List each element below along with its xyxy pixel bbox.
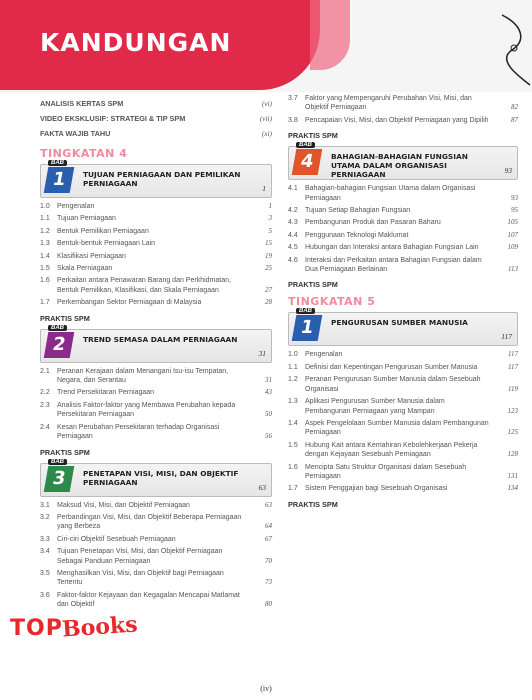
chapter-3 (40, 458, 272, 610)
toc-item-page: 105 (507, 218, 518, 227)
chapter-3-continued (288, 94, 518, 125)
toc-item-title: Klasifikasi Perniagaan (57, 252, 126, 260)
toc-item-page: 67 (265, 534, 272, 543)
toc-item-page: 123 (507, 406, 518, 415)
chapter-tag (44, 325, 74, 361)
toc-item-number: 3.7 (288, 95, 298, 102)
chapter-tag (44, 160, 74, 196)
toc-item-page: 128 (507, 450, 518, 459)
toc-item-number: 3.5 (40, 569, 50, 577)
toc-item-number: 4.2 (288, 207, 298, 215)
toc-item-title: Pengenalan (305, 351, 343, 359)
toc-item-title: Definisi dan Kepentingan Pengurusan Sumber Manusia (305, 363, 478, 371)
chapter-tag (44, 459, 74, 495)
toc-item-title: Bahagian-bahagian Fungsian Utama dalam Organisasi Perniagaan (305, 185, 476, 202)
toc-item-page: 5 (268, 226, 272, 235)
toc-item-title: Perbandingan Visi, Misi, dan Objektif Beberapa Perniagaan yang Berbeza (57, 513, 242, 531)
toc-item-title: Tujuan Setiap Bahagian Fungsian (305, 207, 411, 215)
toc-item (40, 401, 272, 420)
chapter-header (40, 458, 272, 497)
toc-item-page: 31 (265, 376, 272, 385)
toc-item (288, 256, 518, 275)
toc-item-number: 1.3 (40, 240, 50, 248)
toc-item (40, 569, 272, 588)
chapter-title: TREND SEMASA DALAM PERNIAGAAN (83, 334, 238, 344)
chapter-page: 93 (504, 166, 512, 176)
front-matter-list (40, 96, 272, 141)
toc-item-number: 1.0 (288, 351, 298, 359)
toc-item (40, 423, 272, 442)
toc-item-page: 80 (265, 600, 272, 609)
front-matter-row (40, 111, 272, 126)
toc-item (288, 397, 518, 416)
front-matter-label: VIDEO EKSKLUSIF: STRATEGI & TIP SPM (40, 114, 186, 123)
front-matter-page: (xi) (261, 129, 272, 138)
toc-item (40, 501, 272, 510)
decorative-line-icon (492, 10, 532, 90)
header-band (0, 0, 532, 92)
chapter-number: 4 (292, 149, 323, 175)
chapter-header (288, 142, 518, 180)
toc-item-page: 25 (265, 264, 272, 273)
toc-item-page: 107 (507, 230, 518, 239)
toc-item (288, 116, 518, 125)
toc-item (288, 184, 518, 203)
toc-item (288, 206, 518, 215)
chapter-5 (288, 308, 518, 493)
header-pink-shape (310, 0, 350, 70)
toc-item-title: Perkaitan antara Penawaran Barang dan Perkhidmatan, Bentuk Pemilikan, Klasifikasi, dan Skala Perniagaan (57, 277, 231, 294)
tingkatan-5-heading: TINGKATAN 5 (288, 295, 376, 309)
toc-item-page: 27 (265, 285, 272, 294)
toc-item-title: Trend Persekitaran Perniagaan (57, 389, 155, 397)
toc-item-title: Pencapaian Visi, Misi, dan Objektif Perniagaan yang Dipilih (305, 116, 489, 124)
toc-item-title: Hubungan dan Interaksi antara Bahagian Fungsian Lain (305, 244, 479, 252)
toc-item (40, 252, 272, 261)
toc-item-page: 109 (507, 243, 518, 252)
toc-item-title: Aplikasi Pengurusan Sumber Manusia dalam Pembangunan Perniagaan yang Mampan (305, 398, 445, 415)
toc-item-number: 4.5 (288, 244, 298, 252)
toc-item-title: Kesan Perubahan Persekitaran terhadap Organisasi Perniagaan (57, 423, 220, 441)
chapter-tag (292, 142, 322, 178)
chapter-tag (292, 308, 322, 344)
toc-item-page: 93 (511, 193, 518, 202)
toc-item-page: 113 (508, 265, 518, 274)
toc-item (40, 298, 272, 307)
toc-item-number: 3.4 (40, 548, 50, 556)
front-matter-label: FAKTA WAJIB TAHU (40, 129, 111, 138)
toc-item-page: 50 (265, 410, 272, 419)
toc-item-number: 2.2 (40, 389, 50, 397)
toc-item-title: Analisis Faktor-faktor yang Membawa Perubahan kepada Persekitaran Perniagaan (57, 401, 236, 419)
chapter-number: 1 (44, 167, 75, 193)
toc-item-number: 1.4 (288, 419, 298, 427)
toc-item (288, 484, 518, 493)
logo-books-text: Books (61, 611, 139, 643)
toc-item (288, 94, 518, 113)
toc-item-number: 1.1 (288, 363, 298, 371)
toc-item-page: 125 (507, 428, 518, 437)
toc-item-title: Maksud Visi, Misi, dan Objektif Perniagaan (57, 501, 190, 509)
toc-item (40, 227, 272, 236)
toc-item-page: 73 (265, 578, 272, 587)
toc-item-number: 1.3 (288, 398, 298, 406)
toc-item (40, 513, 272, 532)
toc-item-number: 1.2 (288, 376, 298, 384)
toc-item (288, 350, 518, 359)
chapter-title: PENETAPAN VISI, MISI, DAN OBJEKTIF PERNIAGAAN (83, 468, 239, 487)
front-matter-row (40, 126, 272, 141)
chapter-2 (40, 324, 272, 442)
chapter-header (40, 160, 272, 198)
chapter-page: 31 (258, 348, 266, 358)
toc-item (40, 264, 272, 273)
front-matter-label: ANALISIS KERTAS SPM (40, 99, 124, 108)
toc-item-number: 3.8 (288, 116, 298, 124)
toc-item-page: 87 (511, 115, 518, 124)
toc-item-number: 1.1 (40, 215, 50, 223)
toc-item-title: Skala Perniagaan (57, 265, 113, 273)
front-matter-page: (vii) (259, 114, 272, 123)
chapter-tag-label: BAB (296, 142, 315, 148)
praktis-spm-5: PRAKTIS SPM (288, 499, 338, 509)
toc-item-page: 131 (507, 471, 518, 480)
toc-item (288, 218, 518, 227)
toc-item-page: 15 (265, 239, 272, 248)
toc-item-page: 64 (265, 522, 272, 531)
toc-item-number: 2.3 (40, 401, 50, 409)
chapter-page: 117 (501, 332, 512, 342)
toc-item (40, 214, 272, 223)
toc-item (40, 239, 272, 248)
toc-item-page: 117 (508, 350, 518, 359)
chapter-number: 3 (44, 466, 75, 492)
toc-item (40, 202, 272, 211)
chapter-title: BAHAGIAN-BAHAGIAN FUNGSIAN UTAMA DALAM ORGANISASI PERNIAGAAN (331, 152, 468, 180)
chapter-number: 1 (292, 315, 323, 341)
toc-item-page: 3 (268, 214, 272, 223)
toc-item-page: 82 (511, 103, 518, 112)
chapter-tag-label: BAB (48, 325, 67, 331)
toc-item-title: Sistem Penggajian bagi Sesebuah Organisasi (305, 485, 448, 493)
toc-item-number: 1.0 (40, 203, 50, 210)
toc-item-title: Pengenalan (57, 203, 95, 210)
chapter-number: 2 (44, 332, 75, 358)
toc-item (40, 367, 272, 386)
toc-item-page: 134 (507, 484, 518, 493)
toc-item-number: 4.3 (288, 219, 298, 227)
chapter-tag-label: BAB (48, 160, 67, 166)
toc-item-number: 1.7 (288, 485, 298, 493)
praktis-spm-3: PRAKTIS SPM (288, 131, 338, 141)
toc-item (288, 463, 518, 482)
toc-item-number: 2.1 (40, 367, 50, 375)
toc-item-title: Aspek Pengelolaan Sumber Manusia dalam Pembangunan Perniagaan (305, 419, 489, 437)
toc-item-number: 1.7 (40, 299, 50, 307)
left-column (40, 96, 272, 613)
toc-item-title: Tujuan Perniagaan (57, 215, 116, 223)
toc-item-page: 119 (508, 384, 518, 393)
toc-item-title: Hubung Kait antara Kemahiran Kebolehkerjaan Pekerja dengan Kejayaan Sesebuah Perniagaan (305, 441, 478, 459)
toc-item (288, 231, 518, 240)
chapter-tag-label: BAB (48, 459, 67, 465)
praktis-spm-4: PRAKTIS SPM (288, 280, 338, 290)
toc-item-title: Menghasilkan Visi, Misi, dan Objektif bagi Perniagaan Tertentu (57, 569, 224, 587)
toc-item-number: 1.5 (288, 441, 298, 449)
chapter-page: 63 (258, 482, 266, 492)
chapter-header (40, 324, 272, 363)
toc-item-title: Faktor yang Mempengaruhi Perubahan Visi, Misi, dan Objektif Perniagaan (305, 95, 472, 112)
praktis-spm-2: PRAKTIS SPM (40, 447, 90, 457)
toc-item (40, 535, 272, 544)
toc-item-title: Faktor-faktor Kejayaan dan Kegagalan Mencapai Matlamat dan Objektif (57, 591, 240, 609)
toc-item-page: 70 (265, 556, 272, 565)
toc-item-title: Ciri-ciri Objektif Sesebuah Perniagaan (57, 535, 176, 543)
toc-item-title: Mencipta Satu Struktur Organisasi dalam Sesebuah Perniagaan (305, 463, 467, 480)
toc-item-page: 1 (268, 202, 272, 210)
praktis-spm-1: PRAKTIS SPM (40, 313, 90, 323)
chapter-page: 1 (262, 184, 266, 193)
chapter-tag-label: BAB (296, 308, 315, 314)
page-title: KANDUNGAN (40, 28, 232, 57)
toc-item (288, 441, 518, 460)
chapter-4 (288, 142, 518, 274)
toc-item-page: 28 (265, 298, 272, 307)
toc-item (288, 363, 518, 372)
toc-item-page: 56 (265, 432, 272, 441)
toc-item-page: 117 (508, 362, 518, 371)
right-column (288, 94, 518, 515)
toc-item-number: 1.4 (40, 252, 50, 260)
toc-item-page: 95 (511, 206, 518, 215)
toc-item (288, 243, 518, 252)
tingkatan-4-heading: TINGKATAN 4 (40, 147, 128, 160)
topbooks-logo (10, 604, 146, 664)
chapter-1 (40, 160, 272, 308)
toc-item-title: Interaksi dan Perkaitan antara Bahagian Fungsian dalam Dua Perniagaan Berlainan (305, 256, 482, 274)
front-matter-row (40, 96, 272, 111)
toc-item-page: 63 (265, 500, 272, 509)
toc-item-title: Pembangunan Produk dan Pasaran Baharu (305, 219, 441, 227)
toc-item-title: Peranan Pengurusan Sumber Manusia dalam Sesebuah Organisasi (305, 376, 481, 393)
toc-item-number: 1.2 (40, 227, 50, 235)
toc-item-title: Bentuk Pemilikan Perniagaan (57, 227, 149, 235)
page-number: (iv) (260, 684, 272, 693)
toc-item-number: 3.1 (40, 501, 50, 509)
toc-item (40, 276, 272, 295)
front-matter-page: (vi) (261, 99, 272, 108)
toc-item-number: 2.4 (40, 423, 50, 431)
toc-item-title: Perkembangan Sektor Perniagaan di Malaysia (57, 299, 202, 307)
toc-item-number: 4.6 (288, 256, 298, 264)
toc-item (288, 375, 518, 394)
chapter-title: TUJUAN PERNIAGAAN DAN PEMILIKAN PERNIAGAAN (83, 170, 241, 188)
chapter-title: PENGURUSAN SUMBER MANUSIA (331, 318, 468, 328)
toc-item-title: Peranan Kerajaan dalam Menangani Isu-isu Tempatan, Negara, dan Serantau (57, 367, 229, 385)
toc-item-title: Bentuk-bentuk Perniagaan Lain (57, 240, 156, 248)
toc-item-number: 1.5 (40, 265, 50, 273)
toc-item (40, 547, 272, 566)
chapter-header (288, 308, 518, 346)
toc-item-number: 3.6 (40, 591, 50, 599)
toc-item-page: 43 (265, 388, 272, 397)
toc-item-number: 3.2 (40, 513, 50, 521)
toc-item-number: 4.4 (288, 231, 298, 239)
logo-top-text: TOP (10, 616, 63, 641)
toc-item-number: 4.1 (288, 185, 298, 193)
toc-item (288, 419, 518, 438)
toc-item-number: 3.3 (40, 535, 50, 543)
toc-item-number: 1.6 (288, 463, 298, 471)
toc-item-page: 19 (265, 251, 272, 260)
toc-item-number: 1.6 (40, 277, 50, 285)
toc-item-title: Tujuan Penetapan Visi, Misi, dan Objektif Perniagaan Sebagai Panduan Perniagaan (57, 548, 223, 565)
toc-item (40, 388, 272, 397)
toc-item-title: Penggunaan Teknologi Maklumat (305, 231, 409, 239)
